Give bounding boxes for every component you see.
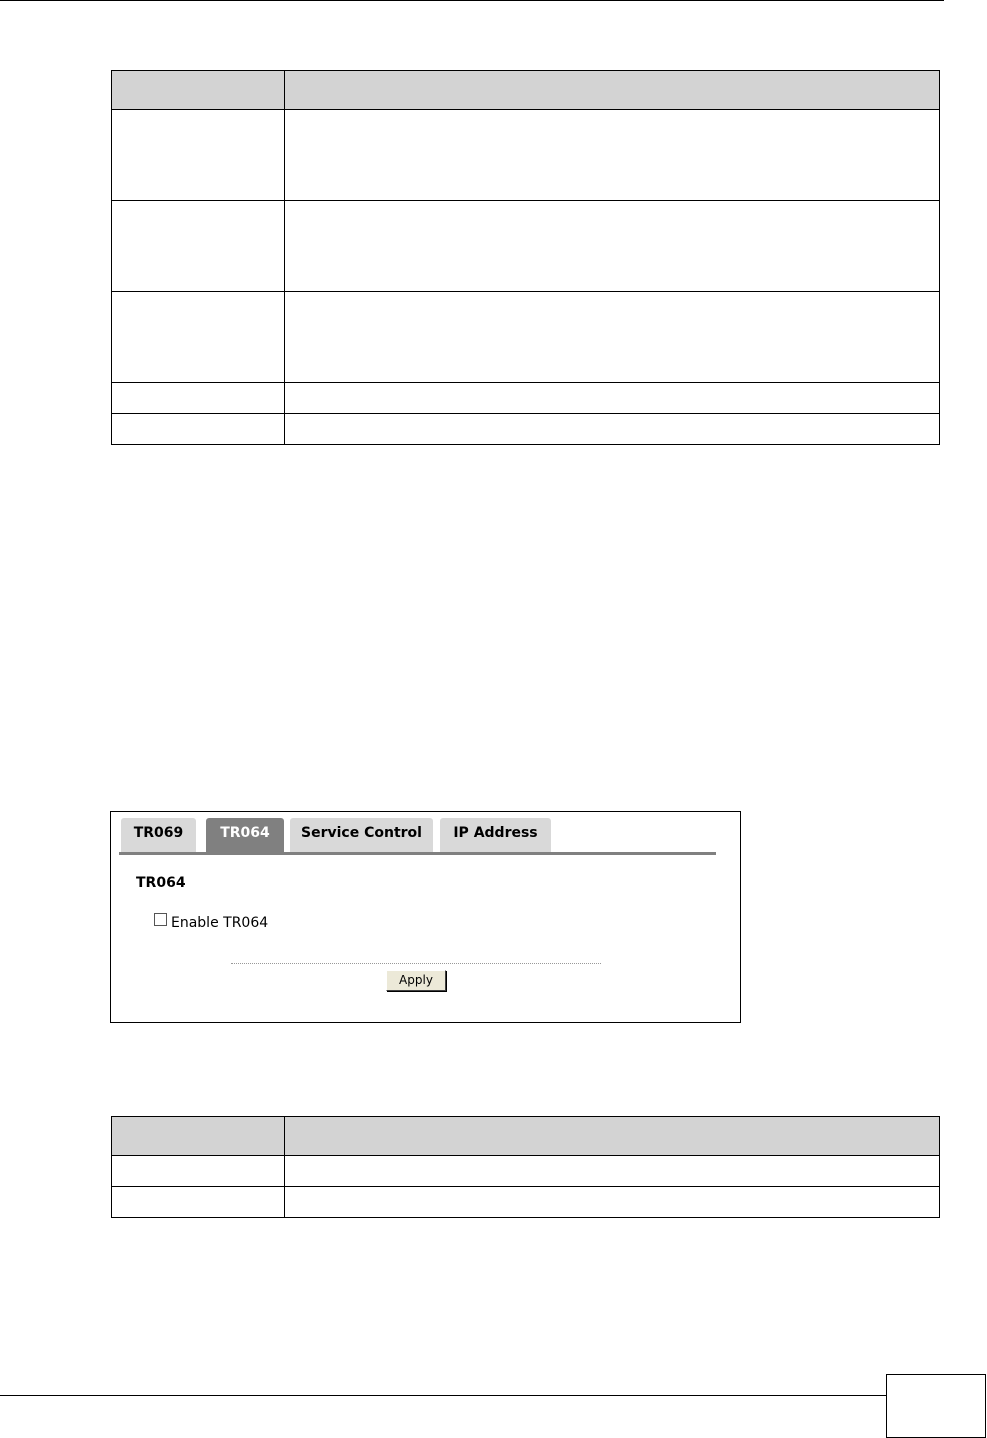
page-number-box — [886, 1374, 986, 1438]
table-row — [112, 414, 940, 445]
table-header-row — [112, 71, 940, 110]
tab-service-control[interactable]: Service Control — [290, 818, 433, 852]
table-row — [112, 110, 940, 201]
table-cell-label — [112, 110, 285, 201]
field-description-table-2 — [111, 1116, 940, 1218]
header-rule — [0, 0, 944, 1]
table-cell-description — [285, 1156, 940, 1187]
table-row — [112, 1156, 940, 1187]
table-header-description — [285, 1117, 940, 1156]
table-header-label — [112, 1117, 285, 1156]
apply-button[interactable]: Apply — [386, 970, 446, 991]
table-cell-description — [285, 383, 940, 414]
enable-tr064-row — [154, 915, 268, 931]
table-cell-label — [112, 201, 285, 292]
footer-rule — [0, 1395, 886, 1396]
table-cell-label — [112, 1187, 285, 1218]
tr064-screenshot — [110, 811, 741, 1023]
tab-bar — [119, 818, 716, 855]
table-header-description — [285, 71, 940, 110]
divider — [231, 963, 601, 964]
tab-tr064[interactable]: TR064 — [206, 818, 284, 852]
tab-tr069[interactable]: TR069 — [121, 818, 196, 852]
enable-tr064-label[interactable]: Enable TR064 — [171, 915, 269, 931]
table-cell-description — [285, 110, 940, 201]
table-cell-label — [112, 292, 285, 383]
enable-tr064-checkbox[interactable] — [154, 913, 167, 926]
table-cell-label — [112, 1156, 285, 1187]
table-row — [112, 201, 940, 292]
field-description-table — [111, 70, 940, 445]
table-cell-description — [285, 1187, 940, 1218]
table-row — [112, 1187, 940, 1218]
table-cell-description — [285, 201, 940, 292]
table-cell-label — [112, 383, 285, 414]
table-row — [112, 383, 940, 414]
table-row — [112, 292, 940, 383]
tab-ip-address[interactable]: IP Address — [440, 818, 551, 852]
section-title: TR064 — [136, 875, 186, 891]
table-cell-description — [285, 414, 940, 445]
table-header-label — [112, 71, 285, 110]
table-cell-label — [112, 414, 285, 445]
table-cell-description — [285, 292, 940, 383]
table-header-row — [112, 1117, 940, 1156]
